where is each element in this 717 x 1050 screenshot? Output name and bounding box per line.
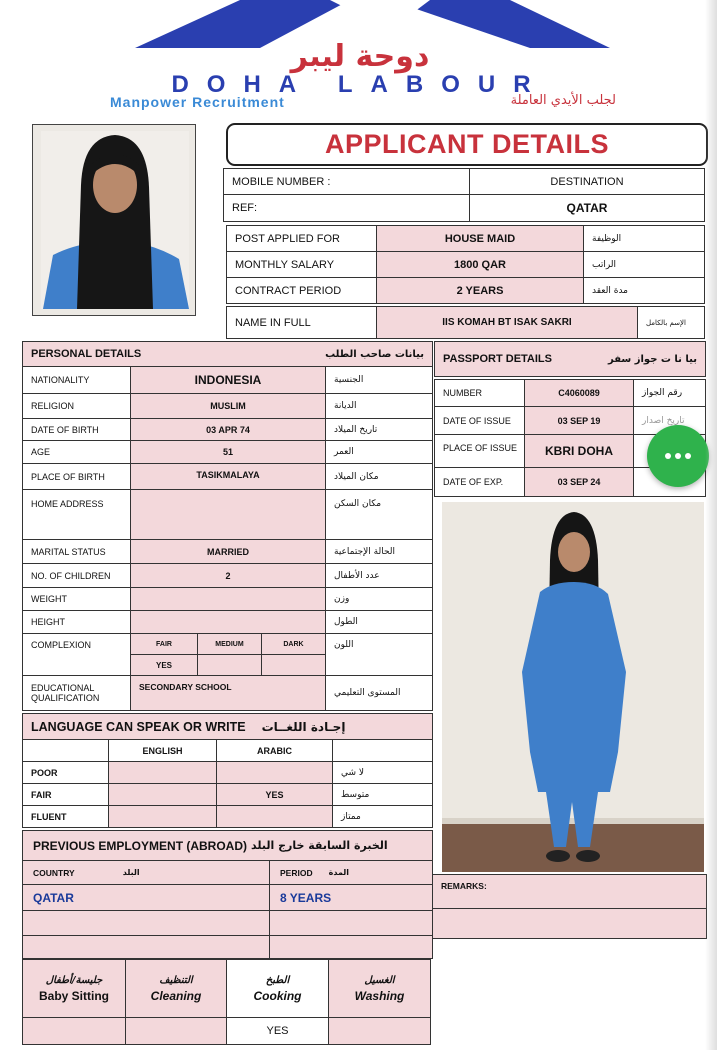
height-ar-cell: [325, 610, 433, 634]
employment-heading-ar: الخبرة السابقة خارج البلد: [251, 839, 388, 852]
contract-ar: مدة العقد: [592, 285, 628, 296]
language-ar-header: [332, 739, 433, 762]
language-poor-english-cell: [108, 761, 217, 784]
complexion-ar: اللون: [334, 640, 354, 650]
education-label-line1: EDUCATIONAL: [31, 683, 95, 693]
language-poor-ar-cell: [332, 761, 433, 784]
complexion-medium-cell: [197, 633, 262, 655]
more-dots-icon: [663, 452, 693, 460]
age-label-cell: [22, 440, 131, 464]
marital-label: MARITAL STATUS: [31, 546, 106, 557]
language-fluent-english-cell: [108, 805, 217, 828]
more-options-button[interactable]: [647, 425, 709, 487]
dob-ar-cell: [325, 418, 433, 441]
passport-number-label: NUMBER: [443, 388, 483, 398]
skill-baby-cell: [22, 959, 126, 1018]
complexion-medium-label: MEDIUM: [215, 640, 244, 648]
pob-label-cell: [22, 463, 131, 490]
complexion-ar-cell: [325, 633, 433, 676]
weight-ar-cell: [325, 587, 433, 611]
skill-cleaning-label: Cleaning: [150, 988, 202, 1003]
destination-label-cell: [469, 168, 705, 195]
passport-issue-value-cell: [524, 406, 634, 435]
dob-ar: تاريخ الميلاد: [334, 424, 378, 435]
children-label: NO. OF CHILDREN: [31, 570, 111, 581]
nationality-ar-cell: [325, 366, 433, 394]
language-poor-arabic-cell: [216, 761, 333, 784]
mobile-label-cell: [223, 168, 470, 195]
passport-heading-cell: [434, 341, 706, 377]
religion-value-cell: [130, 393, 326, 419]
skill-washing-label: Washing: [354, 988, 405, 1003]
employment-period-value-cell: [269, 884, 433, 911]
destination-value-cell: [469, 194, 705, 222]
pob-label: PLACE OF BIRTH: [31, 471, 105, 482]
passport-issue-value: 03 SEP 19: [557, 415, 601, 426]
language-fluent-ar-cell: [332, 805, 433, 828]
weight-value-cell: [130, 587, 326, 611]
contract-label-cell: [226, 277, 377, 304]
employment-row2-country-cell: [22, 910, 270, 936]
period-ar: المدة: [328, 868, 350, 877]
passport-number-label-cell: [434, 379, 525, 407]
contract-ar-cell: [583, 277, 705, 304]
name-value-cell: [376, 306, 638, 339]
skill-baby-ar: جليسة/أطفال: [45, 974, 103, 986]
weight-ar: وزن: [334, 594, 350, 604]
height-value-cell: [130, 610, 326, 634]
nationality-ar: الجنسية: [334, 375, 364, 385]
skill-washing-ar: الغسيل: [364, 974, 395, 986]
fair-label: FAIR: [31, 789, 52, 800]
passport-place-value: KBRI DOHA: [545, 444, 613, 458]
language-arabic-header: [216, 739, 333, 762]
ref-label: REF:: [232, 202, 258, 214]
contract-value-cell: [376, 277, 584, 304]
passport-heading-ar: بيا نا ت جواز سفر: [608, 353, 697, 365]
address-label: HOME ADDRESS: [31, 499, 104, 509]
logo-tagline-arabic: لجلب الأيدي العاملة: [510, 93, 616, 108]
post-label-cell: [226, 225, 377, 252]
marital-value: MARRIED: [207, 546, 249, 557]
address-ar-cell: [325, 489, 433, 540]
period-label: PERIOD: [280, 867, 313, 878]
post-value: HOUSE MAID: [444, 232, 516, 245]
passport-number-ar-cell: [633, 379, 706, 407]
fluent-ar: ممتاز: [341, 811, 361, 822]
complexion-dark-cell: [261, 633, 326, 655]
children-ar: عدد الأطفال: [334, 570, 380, 581]
pob-value-cell: [130, 463, 326, 490]
religion-ar: الديانة: [334, 401, 357, 411]
passport-exp-value: 03 SEP 24: [557, 477, 601, 487]
remarks-label-cell: [432, 874, 707, 909]
language-english-header: [108, 739, 217, 762]
passport-issue-label: DATE OF ISSUE: [443, 415, 511, 426]
destination-value: QATAR: [566, 201, 608, 215]
children-value: 2: [225, 570, 231, 581]
marital-ar-cell: [325, 539, 433, 564]
language-heading-ar: إجـادة اللغــات: [261, 719, 346, 734]
salary-ar-cell: [583, 251, 705, 278]
education-ar: المستوى التعليمي: [334, 688, 401, 698]
skill-cleaning-ar: التنظيف: [159, 974, 193, 986]
address-ar: مكان السكن: [334, 499, 382, 509]
name-ar-cell: [637, 306, 705, 339]
destination-label: DESTINATION: [550, 175, 624, 188]
weight-label-cell: [22, 587, 131, 611]
salary-ar: الراتب: [592, 259, 617, 270]
age-value: 51: [222, 447, 233, 457]
complexion-fair-value-cell: [130, 654, 198, 676]
complexion-medium-value-cell: [197, 654, 262, 676]
address-label-cell: [22, 489, 131, 540]
complexion-fair-label: FAIR: [156, 640, 172, 648]
employment-country-header-cell: [22, 860, 270, 885]
dob-label-cell: [22, 418, 131, 441]
salary-value: 1800 QAR: [454, 258, 506, 271]
employment-period-header-cell: [269, 860, 433, 885]
page-title: APPLICANT DETAILS: [325, 129, 609, 159]
skill-cooking-value-cell: [226, 1017, 329, 1045]
complexion-label-cell: [22, 633, 131, 676]
education-value: SECONDARY SCHOOL: [139, 682, 232, 692]
post-ar-cell: [583, 225, 705, 252]
passport-exp-label: DATE OF EXP.: [443, 477, 504, 487]
name-ar: الإسم بالكامل: [646, 318, 686, 327]
skill-cooking-value: YES: [266, 1025, 289, 1037]
height-ar: الطول: [334, 617, 358, 627]
complexion-label: COMPLEXION: [31, 640, 92, 650]
passport-issue-ar: تاريخ اصدار: [642, 415, 685, 426]
pob-value: TASIKMALAYA: [196, 470, 260, 480]
name-label-cell: [226, 306, 377, 339]
arabic-header: ARABIC: [257, 745, 292, 756]
nationality-value: INDONESIA: [194, 373, 262, 387]
employment-heading-cell: [22, 830, 433, 861]
logo-arabic-text: دوحة ليبر: [290, 39, 430, 74]
children-ar-cell: [325, 563, 433, 588]
language-fair-arabic-cell: [216, 783, 333, 806]
logo-english-text: DOHA LABOUR: [171, 71, 549, 98]
nationality-label: NATIONALITY: [31, 375, 90, 385]
country-label: COUNTRY: [33, 867, 75, 878]
skill-cleaning-cell: [125, 959, 227, 1018]
country-value: QATAR: [33, 890, 74, 905]
age-label: AGE: [31, 447, 51, 457]
education-label-cell: [22, 675, 131, 711]
title-box: [226, 123, 708, 166]
language-poor-label-cell: [22, 761, 109, 784]
employment-row2-period-cell: [269, 910, 433, 936]
fair-ar: متوسط: [341, 789, 370, 800]
personal-heading: PERSONAL DETAILS: [31, 348, 142, 360]
children-label-cell: [22, 563, 131, 588]
height-label: HEIGHT: [31, 617, 66, 627]
passport-exp-label-cell: [434, 467, 525, 497]
contract-label: CONTRACT PERIOD: [235, 284, 342, 297]
employment-row3-period-cell: [269, 935, 433, 959]
poor-ar: لا شي: [341, 767, 365, 778]
passport-heading: PASSPORT DETAILS: [443, 353, 552, 365]
portrait-figure-icon: [33, 125, 196, 316]
marital-ar: الحالة الإجتماعية: [334, 546, 395, 557]
passport-exp-value-cell: [524, 467, 634, 497]
page-edge-shadow: [705, 0, 717, 1050]
applicant-portrait-photo: [32, 124, 196, 316]
fluent-label: FLUENT: [31, 811, 67, 822]
age-ar: العمر: [334, 447, 354, 457]
complexion-dark-value-cell: [261, 654, 326, 676]
pob-ar-cell: [325, 463, 433, 490]
personal-heading-ar: بيانات صاحب الطلب: [325, 348, 424, 360]
salary-value-cell: [376, 251, 584, 278]
education-label-line2: QUALIFICATION: [31, 693, 100, 703]
marital-value-cell: [130, 539, 326, 564]
skill-cooking-cell: [226, 959, 329, 1018]
religion-ar-cell: [325, 393, 433, 419]
name-value: IIS KOMAH BT ISAK SAKRI: [442, 317, 572, 328]
dob-label: DATE OF BIRTH: [31, 424, 99, 435]
passport-number-value-cell: [524, 379, 634, 407]
language-heading-cell: [22, 713, 433, 740]
employment-heading: PREVIOUS EMPLOYMENT (ABROAD): [33, 838, 248, 853]
skill-cleaning-value-cell: [125, 1017, 227, 1045]
language-fair-english-cell: [108, 783, 217, 806]
skill-cooking-ar: الطبخ: [265, 974, 290, 986]
mobile-label: MOBILE NUMBER :: [232, 175, 331, 188]
logo: [90, 0, 630, 112]
post-label: POST APPLIED FOR: [235, 232, 340, 245]
passport-number-value: C4060089: [558, 388, 600, 398]
address-value-cell: [130, 489, 326, 540]
weight-label: WEIGHT: [31, 594, 67, 604]
employment-country-value-cell: [22, 884, 270, 911]
country-ar: البلد: [122, 868, 140, 877]
contract-value: 2 YEARS: [456, 284, 504, 297]
marital-label-cell: [22, 539, 131, 564]
name-label: NAME IN FULL: [235, 316, 311, 329]
logo-tagline-english: Manpower Recruitment: [110, 94, 285, 110]
age-ar-cell: [325, 440, 433, 464]
complexion-dark-label: DARK: [283, 640, 304, 648]
language-heading: LANGUAGE CAN SPEAK OR WRITE: [31, 719, 246, 734]
dob-value: 03 APR 74: [206, 424, 250, 435]
language-fair-ar-cell: [332, 783, 433, 806]
complexion-fair-value: YES: [155, 660, 172, 670]
remarks-label: REMARKS:: [441, 881, 487, 891]
remarks-value-cell: [432, 908, 707, 939]
english-header: ENGLISH: [142, 745, 183, 756]
post-value-cell: [376, 225, 584, 252]
poor-label: POOR: [31, 767, 58, 778]
skill-washing-cell: [328, 959, 431, 1018]
period-value: 8 YEARS: [280, 890, 332, 905]
skill-washing-value-cell: [328, 1017, 431, 1045]
language-fluent-arabic-cell: [216, 805, 333, 828]
pob-ar: مكان الميلاد: [334, 471, 379, 482]
skill-cooking-label: Cooking: [253, 988, 302, 1003]
passport-place-label: PLACE OF ISSUE: [443, 443, 518, 453]
language-fluent-label-cell: [22, 805, 109, 828]
education-ar-cell: [325, 675, 433, 711]
passport-place-label-cell: [434, 434, 525, 468]
passport-issue-label-cell: [434, 406, 525, 435]
religion-label: RELIGION: [31, 401, 75, 411]
skill-baby-label: Baby Sitting: [38, 988, 109, 1003]
language-blank-header: [22, 739, 109, 762]
dob-value-cell: [130, 418, 326, 441]
passport-number-ar: رقم الجواز: [642, 388, 683, 398]
post-ar: الوظيفة: [592, 233, 622, 244]
religion-label-cell: [22, 393, 131, 419]
religion-value: MUSLIM: [210, 401, 246, 411]
full-body-figure-icon: [442, 502, 704, 872]
skill-baby-value-cell: [22, 1017, 126, 1045]
age-value-cell: [130, 440, 326, 464]
personal-heading-cell: [22, 341, 433, 367]
applicant-full-body-photo: [442, 502, 704, 872]
nationality-label-cell: [22, 366, 131, 394]
salary-label: MONTHLY SALARY: [235, 258, 335, 271]
passport-place-value-cell: [524, 434, 634, 468]
height-label-cell: [22, 610, 131, 634]
language-fair-label-cell: [22, 783, 109, 806]
complexion-fair-cell: [130, 633, 198, 655]
employment-row3-country-cell: [22, 935, 270, 959]
children-value-cell: [130, 563, 326, 588]
fair-arabic-value: YES: [265, 789, 284, 800]
salary-label-cell: [226, 251, 377, 278]
ref-label-cell: [223, 194, 470, 222]
education-value-cell: [130, 675, 326, 711]
nationality-value-cell: [130, 366, 326, 394]
